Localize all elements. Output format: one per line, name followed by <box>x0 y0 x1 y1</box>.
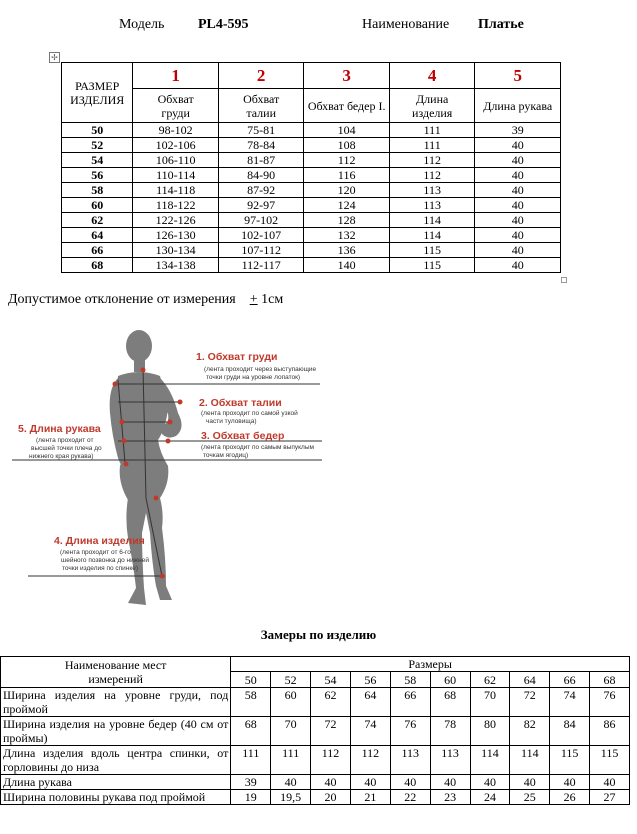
name-header-cell <box>1 657 231 688</box>
measurements-title: Замеры по изделию <box>260 627 377 642</box>
measurement-value: 23 <box>430 790 470 805</box>
size-value-cell: 114 <box>389 228 475 243</box>
size-column-header: 58 <box>390 672 430 688</box>
size-value-cell: 122-126 <box>133 213 219 228</box>
size-cell: 54 <box>62 153 133 168</box>
size-value-cell: 92-97 <box>218 198 304 213</box>
measurement-value: 22 <box>390 790 430 805</box>
measurement-value: 39 <box>231 775 271 790</box>
measurement-value: 19 <box>231 790 271 805</box>
size-value-cell: 136 <box>304 243 390 258</box>
size-value-cell: 120 <box>304 183 390 198</box>
size-value-cell: 40 <box>475 198 561 213</box>
size-column-header: 60 <box>430 672 470 688</box>
size-cell: 58 <box>62 183 133 198</box>
measurement-row <box>1 775 630 790</box>
label-sleeve-note3: нижнего края рукава) <box>29 453 94 460</box>
label-hips: 3. Обхват бедер <box>201 430 285 442</box>
size-column-header: 54 <box>311 672 351 688</box>
size-value-cell: 114-118 <box>133 183 219 198</box>
size-row <box>62 168 561 183</box>
col-num-1: 1 <box>133 63 219 89</box>
measurement-value: 40 <box>350 775 390 790</box>
measurement-row <box>1 717 630 746</box>
measurement-value: 68 <box>231 717 271 746</box>
size-value-cell: 75-81 <box>218 123 304 138</box>
col-label-2 <box>218 89 304 123</box>
size-value-cell: 40 <box>475 168 561 183</box>
size-value-cell: 111 <box>389 123 475 138</box>
name-header: Наименование мест измерений <box>64 658 167 686</box>
size-value-cell: 98-102 <box>133 123 219 138</box>
table-resize-handle[interactable] <box>561 277 567 283</box>
col-num-3: 3 <box>304 63 390 89</box>
size-value-cell: 124 <box>304 198 390 213</box>
size-value-cell: 112 <box>304 153 390 168</box>
size-value-cell: 102-106 <box>133 138 219 153</box>
measurement-value: 40 <box>430 775 470 790</box>
col-label-1 <box>133 89 219 123</box>
measurement-row <box>1 688 630 717</box>
label-chest-note2: точки груди на уровне лопаток) <box>206 374 301 381</box>
label-chest: 1. Обхват груди <box>196 351 278 363</box>
label-chest-note1: (лента проходит через выступающие <box>204 366 317 373</box>
measurement-value: 24 <box>470 790 510 805</box>
size-value-cell: 112 <box>389 153 475 168</box>
measurement-value: 111 <box>271 746 311 775</box>
size-value-cell: 40 <box>475 138 561 153</box>
name-label: Наименование <box>362 17 450 32</box>
measurement-value: 74 <box>350 717 390 746</box>
measurement-value: 114 <box>470 746 510 775</box>
size-value-cell: 40 <box>475 183 561 198</box>
measurement-value: 82 <box>510 717 550 746</box>
size-row <box>62 153 561 168</box>
measurement-value: 80 <box>470 717 510 746</box>
size-column-header: 50 <box>231 672 271 688</box>
size-column-header: 62 <box>470 672 510 688</box>
label-waist-note2: части туловища) <box>206 418 257 425</box>
model-value <box>198 17 249 33</box>
measurement-value: 58 <box>231 688 271 717</box>
col-num-5: 5 <box>475 63 561 89</box>
measurements-table <box>0 656 630 805</box>
label-length: 4. Длина изделия <box>54 535 145 547</box>
size-value-cell: 128 <box>304 213 390 228</box>
tolerance-text: Допустимое отклонение от измерения <box>8 292 236 307</box>
col-num-4: 4 <box>389 63 475 89</box>
measurement-value: 111 <box>231 746 271 775</box>
size-column-header: 56 <box>350 672 390 688</box>
size-value-cell: 40 <box>475 258 561 273</box>
size-column-header: 52 <box>271 672 311 688</box>
size-cell: 56 <box>62 168 133 183</box>
size-value-cell: 115 <box>389 258 475 273</box>
tolerance-plusminus: + <box>249 292 258 307</box>
measurement-value: 115 <box>550 746 590 775</box>
size-value-cell: 116 <box>304 168 390 183</box>
size-value-cell: 104 <box>304 123 390 138</box>
measurement-value: 115 <box>590 746 630 775</box>
size-cell: 50 <box>62 123 133 138</box>
size-row <box>62 198 561 213</box>
size-value-cell: 118-122 <box>133 198 219 213</box>
measurement-value: 64 <box>350 688 390 717</box>
label-waist: 2. Обхват талии <box>199 397 282 409</box>
label-sleeve-note1: (лента проходит от <box>36 437 94 444</box>
measurement-label: Ширина изделия на уровне бедер (40 см от проймы) <box>1 717 231 746</box>
size-row <box>62 228 561 243</box>
size-column-header: 64 <box>510 672 550 688</box>
size-cell: 68 <box>62 258 133 273</box>
measurement-value: 68 <box>430 688 470 717</box>
measurement-value: 70 <box>271 717 311 746</box>
size-value-cell: 114 <box>389 213 475 228</box>
measurement-value: 20 <box>311 790 351 805</box>
measurement-value: 72 <box>311 717 351 746</box>
size-value-cell: 115 <box>389 243 475 258</box>
size-value-cell: 112 <box>389 168 475 183</box>
size-value-cell: 102-107 <box>218 228 304 243</box>
size-row <box>62 138 561 153</box>
measurement-label: Длина рукава <box>1 775 231 790</box>
col-label-3 <box>304 89 390 123</box>
size-value-cell: 140 <box>304 258 390 273</box>
size-column-header: 68 <box>590 672 630 688</box>
col-label-text-5: Длина рукава <box>483 98 553 113</box>
measurement-value: 40 <box>510 775 550 790</box>
measurement-value: 62 <box>311 688 351 717</box>
size-cell: 52 <box>62 138 133 153</box>
col-label-text-2: Обхват талии <box>243 91 280 120</box>
size-value-cell: 130-134 <box>133 243 219 258</box>
table-move-handle-icon[interactable]: ✢ <box>49 52 60 63</box>
label-sleeve: 5. Длина рукава <box>18 423 101 435</box>
size-value-cell: 108 <box>304 138 390 153</box>
size-value-cell: 111 <box>389 138 475 153</box>
size-value-cell: 132 <box>304 228 390 243</box>
measurement-value: 72 <box>510 688 550 717</box>
size-column-header: 66 <box>550 672 590 688</box>
size-value-cell: 107-112 <box>218 243 304 258</box>
size-cell: 66 <box>62 243 133 258</box>
size-row <box>62 243 561 258</box>
size-value-cell: 40 <box>475 213 561 228</box>
size-value-cell: 40 <box>475 153 561 168</box>
model-code: PL4-595 <box>198 17 249 32</box>
size-value-cell: 40 <box>475 243 561 258</box>
size-header-cell <box>62 63 133 123</box>
size-value-cell: 81-87 <box>218 153 304 168</box>
size-row <box>62 258 561 273</box>
measurement-value: 40 <box>550 775 590 790</box>
measurement-label: Ширина половины рукава под проймой <box>1 790 231 805</box>
measurement-row <box>1 746 630 775</box>
size-value-cell: 40 <box>475 228 561 243</box>
size-cell: 62 <box>62 213 133 228</box>
measurement-label: Длина изделия вдоль центра спинки, от горловины до низа <box>1 746 231 775</box>
measurement-value: 60 <box>271 688 311 717</box>
col-label-text-3: Обхват бедер I. <box>307 98 386 113</box>
label-hips-note1: (лента проходит по самым выпуклым <box>201 444 314 451</box>
measurement-value: 66 <box>390 688 430 717</box>
name-value <box>478 17 524 33</box>
col-label-4 <box>389 89 475 123</box>
size-value-cell: 110-114 <box>133 168 219 183</box>
measurement-label: Ширина изделия на уровне груди, под проймой <box>1 688 231 717</box>
measurement-value: 40 <box>271 775 311 790</box>
measurement-value: 19,5 <box>271 790 311 805</box>
col-label-text-4: Длина изделия <box>412 91 453 120</box>
size-cell: 60 <box>62 198 133 213</box>
measurement-value: 70 <box>470 688 510 717</box>
measurement-value: 114 <box>510 746 550 775</box>
label-sleeve-note2: высшей точки плеча до <box>31 445 102 452</box>
col-label-text-1: Обхват груди <box>157 91 194 120</box>
sizes-header: Размеры <box>231 657 630 672</box>
measurement-value: 76 <box>590 688 630 717</box>
size-value-cell: 112-117 <box>218 258 304 273</box>
measurement-value: 84 <box>550 717 590 746</box>
size-value-cell: 113 <box>389 183 475 198</box>
measurement-figure <box>0 318 330 614</box>
measurement-row <box>1 790 630 805</box>
size-value-cell: 84-90 <box>218 168 304 183</box>
measurement-value: 112 <box>350 746 390 775</box>
col-label-5 <box>475 89 561 123</box>
label-hips-note2: точкам ягодиц) <box>203 452 249 459</box>
size-value-cell: 106-110 <box>133 153 219 168</box>
product-name: Платье <box>478 17 524 32</box>
measurement-value: 26 <box>550 790 590 805</box>
col-num-2: 2 <box>218 63 304 89</box>
size-table <box>61 62 561 273</box>
size-header: РАЗМЕР ИЗДЕЛИЯ <box>70 78 125 107</box>
size-value-cell: 126-130 <box>133 228 219 243</box>
measurement-value: 40 <box>590 775 630 790</box>
size-cell: 64 <box>62 228 133 243</box>
tolerance-value: 1см <box>261 292 284 307</box>
size-value-cell: 134-138 <box>133 258 219 273</box>
measurement-value: 40 <box>390 775 430 790</box>
label-length-note1: (лента проходит от 6-го <box>60 549 131 556</box>
measurement-value: 27 <box>590 790 630 805</box>
label-waist-note1: (лента проходит по самой узкой <box>201 410 298 417</box>
measurement-value: 112 <box>311 746 351 775</box>
measurement-value: 74 <box>550 688 590 717</box>
tolerance-line <box>8 292 283 308</box>
label-length-note3: точки изделия по спинке) <box>62 565 139 572</box>
size-row <box>62 183 561 198</box>
label-length-note2: шейного позвонка до нижней <box>61 557 149 564</box>
model-label: Модель <box>119 17 165 32</box>
size-value-cell: 78-84 <box>218 138 304 153</box>
measurement-value: 78 <box>430 717 470 746</box>
measurement-value: 40 <box>470 775 510 790</box>
measurement-value: 76 <box>390 717 430 746</box>
size-value-cell: 39 <box>475 123 561 138</box>
size-value-cell: 87-92 <box>218 183 304 198</box>
measurement-value: 21 <box>350 790 390 805</box>
measurement-value: 25 <box>510 790 550 805</box>
measurement-value: 113 <box>390 746 430 775</box>
size-row <box>62 123 561 138</box>
size-value-cell: 113 <box>389 198 475 213</box>
size-row <box>62 213 561 228</box>
measurement-value: 40 <box>311 775 351 790</box>
size-value-cell: 97-102 <box>218 213 304 228</box>
measurement-value: 86 <box>590 717 630 746</box>
measurement-value: 113 <box>430 746 470 775</box>
